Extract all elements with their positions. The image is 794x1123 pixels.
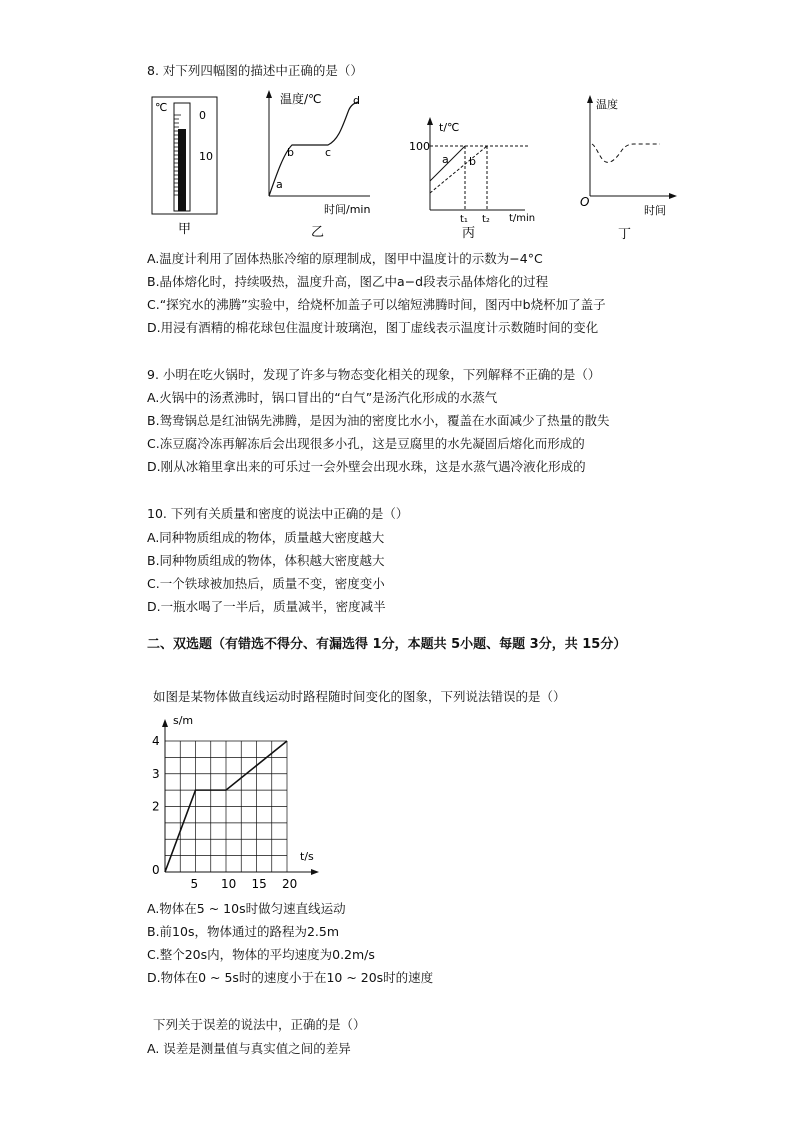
q11-option-b[interactable]: B.前10s，物体通过的路程为2.5m	[147, 924, 340, 939]
yi-point-d: d	[353, 94, 360, 107]
figure-ding-evaporation	[578, 92, 678, 240]
yi-point-b: b	[287, 146, 294, 159]
yi-caption: 乙	[311, 225, 325, 240]
bing-t2: t₂	[482, 214, 490, 225]
ding-ylabel: 温度	[596, 98, 618, 111]
yi-ylabel: 温度/℃	[280, 92, 322, 106]
q9-option-b[interactable]: B.鸳鸯锅总是红油锅先沸腾，是因为油的密度比水小，覆盖在水面减少了热量的散失	[147, 413, 610, 428]
yi-point-a: a	[276, 178, 283, 191]
q11-option-c[interactable]: C.整个20s内，物体的平均速度为0.2m/s	[147, 947, 375, 962]
bing-xlabel: t/min	[509, 213, 536, 224]
q11-option-d[interactable]: D.物体在0 ~ 5s时的速度小于在10 ~ 20s时的速度	[147, 970, 434, 985]
q10-option-d[interactable]: D.一瓶水喝了一半后，质量减半，密度减半	[147, 599, 386, 614]
q9-option-d[interactable]: D.刚从冰箱里拿出来的可乐过一会外壁会出现水珠，这是水蒸气遇冷液化形成的	[147, 459, 586, 474]
ding-origin: O	[580, 195, 590, 209]
jia-tick-mid: 10	[199, 150, 213, 163]
y-tick-label: 4	[152, 734, 160, 748]
q10-option-a[interactable]: A.同种物质组成的物体，质量越大密度越大	[147, 530, 385, 545]
bing-line-b: b	[469, 155, 476, 168]
q8-option-a[interactable]: A.温度计利用了固体热胀冷缩的原理制成，图甲中温度计的示数为−4°C	[147, 251, 543, 266]
jia-unit: ℃	[155, 101, 168, 114]
q8-option-c[interactable]: C.“探究水的沸腾”实验中，给烧杯加盖子可以缩短沸腾时间，图丙中b烧杯加了盖子	[147, 297, 606, 312]
question-9-stem: 9. 小明在吃火锅时，发现了许多与物态变化相关的现象，下列解释不正确的是（）	[147, 367, 601, 382]
q9-option-c[interactable]: C.冻豆腐冷冻再解冻后会出现很多小孔，这是豆腐里的水先凝固后熔化而形成的	[147, 436, 585, 451]
x-tick-label: 5	[190, 877, 199, 891]
bing-line-a: a	[442, 153, 449, 166]
x-tick-label: 15	[251, 877, 267, 891]
question-12-stem: 下列关于误差的说法中，正确的是（）	[153, 1017, 366, 1032]
ding-caption: 丁	[618, 227, 632, 240]
x-tick-label: 20	[282, 877, 298, 891]
yi-point-c: c	[325, 146, 332, 159]
x-axis-arrow	[311, 869, 319, 875]
figure-jia-thermometer	[150, 95, 220, 240]
yi-xlabel: 时间/min	[324, 203, 371, 216]
q10-option-b[interactable]: B.同种物质组成的物体，体积越大密度越大	[147, 553, 385, 568]
chart-axes	[162, 719, 319, 875]
q8-option-b[interactable]: B.晶体熔化时，持续吸热，温度升高，图乙中a−d段表示晶体熔化的过程	[147, 274, 549, 289]
y-tick-label: 3	[152, 766, 160, 781]
chart-ylabel: s/m	[173, 714, 194, 727]
chart-grid	[165, 741, 287, 872]
ding-xlabel: 时间	[644, 204, 666, 217]
jia-tick-top: 0	[199, 109, 206, 122]
figure-yi-melting-curve	[262, 88, 382, 240]
q8-option-d[interactable]: D.用浸有酒精的棉花球包住温度计玻璃泡，图丁虚线表示温度计示数随时间的变化	[147, 320, 599, 335]
section-2-title: 二、双选题（有错选不得分、有漏选得 1分，本题共 5小题、每题 3分，共 15分）	[147, 637, 627, 652]
bing-caption: 丙	[462, 226, 476, 240]
q9-option-a[interactable]: A.火锅中的汤煮沸时，锅口冒出的“白气”是汤汽化形成的水蒸气	[147, 390, 498, 405]
y-axis-arrow	[162, 719, 168, 727]
jia-caption: 甲	[178, 222, 192, 237]
question-8-stem: 8. 对下列四幅图的描述中正确的是（）	[147, 63, 363, 78]
question-10-stem: 10. 下列有关质量和密度的说法中正确的是（）	[147, 506, 409, 521]
q10-option-c[interactable]: C.一个铁球被加热后，质量不变，密度变小	[147, 576, 385, 591]
s-t-graph	[145, 710, 330, 895]
q12-option-a[interactable]: A. 误差是测量值与真实值之间的差异	[147, 1041, 351, 1056]
q11-option-a[interactable]: A.物体在5 ~ 10s时做匀速直线运动	[147, 901, 346, 916]
question-11-stem: 如图是某物体做直线运动时路程随时间变化的图象，下列说法错误的是（）	[153, 689, 566, 704]
y-tick-label: 2	[152, 799, 160, 814]
bing-y100: 100	[409, 140, 430, 153]
y-tick-label: 0	[152, 863, 160, 877]
bing-ylabel: t/℃	[439, 121, 460, 134]
chart-xlabel: t/s	[300, 850, 314, 863]
x-tick-label: 10	[221, 877, 237, 891]
figure-bing-boiling	[405, 115, 545, 240]
bing-t1: t₁	[460, 214, 468, 225]
